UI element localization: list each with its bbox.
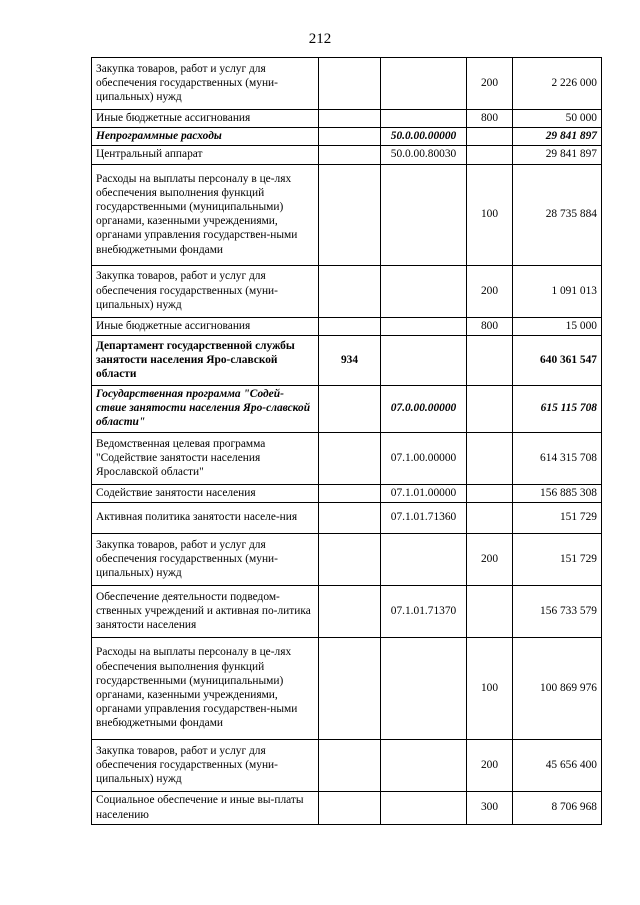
- row-dept: [319, 58, 381, 110]
- row-amount: 640 361 547: [513, 335, 602, 385]
- row-name: Содействие занятости населения: [92, 484, 319, 502]
- row-name: Закупка товаров, работ и услуг для обеспечения государственных (муни-ципальных) нужд: [92, 534, 319, 586]
- table-row: [92, 265, 602, 317]
- row-amount: 151 729: [513, 534, 602, 586]
- table-row: [92, 792, 602, 825]
- row-type: 300: [467, 792, 513, 825]
- row-amount: 151 729: [513, 503, 602, 534]
- row-code: 07.1.01.00000: [381, 484, 467, 502]
- row-dept: [319, 146, 381, 164]
- row-name: Департамент государственной службы занятости населения Яро-славской области: [92, 335, 319, 385]
- row-code: 50.0.00.80030: [381, 146, 467, 164]
- table-row: [92, 432, 602, 484]
- table-row: [92, 335, 602, 385]
- budget-table: [91, 57, 602, 825]
- row-type: [467, 128, 513, 146]
- row-amount: 29 841 897: [513, 146, 602, 164]
- table-row: [92, 110, 602, 128]
- row-type: [467, 586, 513, 638]
- row-code: [381, 164, 467, 265]
- row-type: [467, 385, 513, 432]
- row-dept: [319, 792, 381, 825]
- row-code: [381, 335, 467, 385]
- row-type: [467, 146, 513, 164]
- row-name: Обеспечение деятельности подведом-ственных учреждений и активная по-литика занятости населения: [92, 586, 319, 638]
- row-code: [381, 792, 467, 825]
- row-amount: 50 000: [513, 110, 602, 128]
- row-name: Закупка товаров, работ и услуг для обеспечения государственных (муни-ципальных) нужд: [92, 58, 319, 110]
- row-dept: [319, 110, 381, 128]
- row-name: Центральный аппарат: [92, 146, 319, 164]
- row-name: Расходы на выплаты персоналу в це-лях обеспечения выполнения функций государственными (муниципальными) органами, казенными учреждениями, органами управления государствен-ными внебюджетными фондами: [92, 164, 319, 265]
- table-row: [92, 164, 602, 265]
- row-dept: [319, 740, 381, 792]
- row-dept: [319, 164, 381, 265]
- row-type: [467, 503, 513, 534]
- row-code: 07.1.00.00000: [381, 432, 467, 484]
- row-dept: [319, 128, 381, 146]
- row-amount: 156 733 579: [513, 586, 602, 638]
- row-amount: 615 115 708: [513, 385, 602, 432]
- row-amount: 156 885 308: [513, 484, 602, 502]
- table-row: [92, 534, 602, 586]
- row-type: 100: [467, 164, 513, 265]
- row-code: 07.1.01.71370: [381, 586, 467, 638]
- row-code: [381, 317, 467, 335]
- table-row: [92, 317, 602, 335]
- row-type: [467, 432, 513, 484]
- table-row: [92, 128, 602, 146]
- row-code: [381, 534, 467, 586]
- row-code: [381, 638, 467, 740]
- row-dept: [319, 317, 381, 335]
- row-name: Социальное обеспечение и иные вы-платы населению: [92, 792, 319, 825]
- row-dept: [319, 265, 381, 317]
- row-type: 200: [467, 534, 513, 586]
- row-dept: 934: [319, 335, 381, 385]
- row-name: Государственная программа "Содей-ствие занятости населения Яро-славской области": [92, 385, 319, 432]
- row-name: Иные бюджетные ассигнования: [92, 110, 319, 128]
- row-dept: [319, 484, 381, 502]
- row-type: 200: [467, 740, 513, 792]
- row-code: [381, 58, 467, 110]
- row-name: Закупка товаров, работ и услуг для обеспечения государственных (муни-ципальных) нужд: [92, 265, 319, 317]
- row-amount: 100 869 976: [513, 638, 602, 740]
- row-name: Непрограммные расходы: [92, 128, 319, 146]
- table-row: [92, 146, 602, 164]
- row-name: Закупка товаров, работ и услуг для обеспечения государственных (муни-ципальных) нужд: [92, 740, 319, 792]
- row-name: Иные бюджетные ассигнования: [92, 317, 319, 335]
- row-dept: [319, 534, 381, 586]
- budget-table-body: [92, 58, 602, 825]
- row-name: Ведомственная целевая программа "Содействие занятости населения Ярославской области": [92, 432, 319, 484]
- page-number: 212: [308, 31, 332, 47]
- row-amount: 1 091 013: [513, 265, 602, 317]
- table-row: [92, 58, 602, 110]
- row-code: [381, 110, 467, 128]
- row-amount: 45 656 400: [513, 740, 602, 792]
- row-amount: 15 000: [513, 317, 602, 335]
- table-row: [92, 638, 602, 740]
- row-type: 800: [467, 110, 513, 128]
- row-amount: 614 315 708: [513, 432, 602, 484]
- row-code: 07.0.00.00000: [381, 385, 467, 432]
- row-code: 07.1.01.71360: [381, 503, 467, 534]
- row-dept: [319, 503, 381, 534]
- table-row: [92, 484, 602, 502]
- row-dept: [319, 638, 381, 740]
- row-dept: [319, 385, 381, 432]
- row-amount: 29 841 897: [513, 128, 602, 146]
- table-row: [92, 586, 602, 638]
- row-type: [467, 335, 513, 385]
- row-code: [381, 265, 467, 317]
- row-type: [467, 484, 513, 502]
- table-row: [92, 740, 602, 792]
- row-amount: 28 735 884: [513, 164, 602, 265]
- row-code: 50.0.00.00000: [381, 128, 467, 146]
- table-row: [92, 503, 602, 534]
- row-amount: 8 706 968: [513, 792, 602, 825]
- row-amount: 2 226 000: [513, 58, 602, 110]
- row-code: [381, 740, 467, 792]
- row-dept: [319, 586, 381, 638]
- table-row: [92, 385, 602, 432]
- row-name: Активная политика занятости населе-ния: [92, 503, 319, 534]
- row-name: Расходы на выплаты персоналу в це-лях обеспечения выполнения функций государственными (муниципальными) органами, казенными учреждениями, органами управления государствен-ными внебюджетными фондами: [92, 638, 319, 740]
- row-type: 200: [467, 58, 513, 110]
- row-type: 100: [467, 638, 513, 740]
- row-type: 800: [467, 317, 513, 335]
- row-dept: [319, 432, 381, 484]
- row-type: 200: [467, 265, 513, 317]
